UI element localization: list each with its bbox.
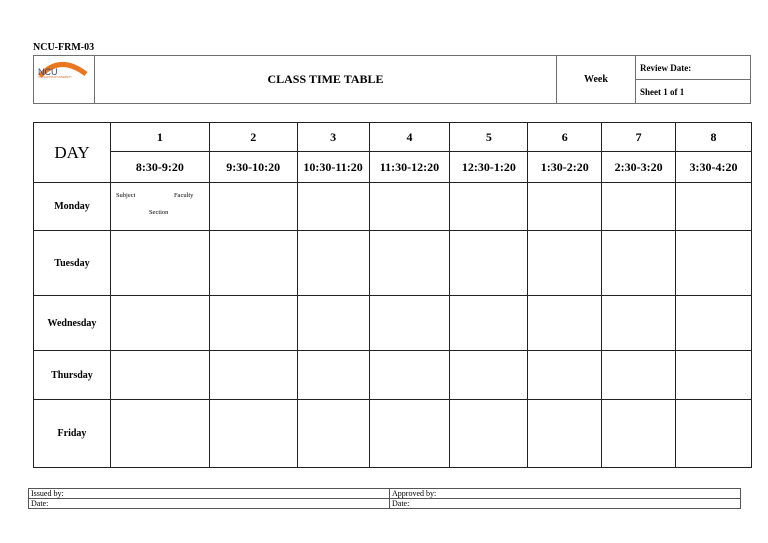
review-date-label: Review Date: — [636, 56, 751, 80]
timetable-cell[interactable] — [602, 351, 676, 400]
timetable-cell[interactable] — [297, 296, 369, 351]
day-label-monday: Monday — [34, 183, 111, 231]
timetable-cell[interactable] — [676, 231, 752, 296]
timetable-cell[interactable] — [369, 296, 450, 351]
timetable-cell[interactable] — [110, 296, 209, 351]
cell-hint-faculty: Faculty — [173, 192, 194, 199]
day-header: DAY — [34, 123, 111, 183]
timetable-cell[interactable] — [602, 231, 676, 296]
timetable-cell[interactable] — [528, 231, 602, 296]
timetable-cell[interactable] — [209, 231, 297, 296]
timetable-cell[interactable] — [297, 351, 369, 400]
period-time: 8:30-9:20 — [110, 152, 209, 183]
cell-hint-subject: Subject — [115, 192, 136, 199]
period-number: 3 — [297, 123, 369, 152]
date-label-right: Date: — [390, 499, 741, 509]
ncu-logo — [36, 58, 88, 80]
timetable-cell[interactable] — [602, 296, 676, 351]
period-number: 8 — [676, 123, 752, 152]
timetable-cell[interactable] — [676, 400, 752, 468]
logo-subtext: THE NORTHCAP UNIVERSITY — [38, 76, 72, 79]
timetable-cell[interactable] — [297, 183, 369, 231]
sheet-label: Sheet 1 of 1 — [636, 80, 751, 104]
timetable-cell[interactable] — [528, 351, 602, 400]
period-number: 1 — [110, 123, 209, 152]
period-number: 6 — [528, 123, 602, 152]
period-time: 9:30-10:20 — [209, 152, 297, 183]
timetable-cell[interactable] — [209, 351, 297, 400]
timetable-cell[interactable] — [450, 231, 528, 296]
period-number: 2 — [209, 123, 297, 152]
period-number: 7 — [602, 123, 676, 152]
week-label: Week — [557, 56, 636, 104]
period-time: 3:30-4:20 — [676, 152, 752, 183]
timetable-cell[interactable] — [369, 400, 450, 468]
timetable-cell[interactable] — [369, 183, 450, 231]
timetable-cell[interactable] — [602, 400, 676, 468]
timetable-cell[interactable] — [528, 400, 602, 468]
period-time: 2:30-3:20 — [602, 152, 676, 183]
timetable-cell[interactable] — [528, 183, 602, 231]
header-table — [33, 55, 751, 104]
approved-by-label: Approved by: — [390, 489, 741, 499]
period-time: 12:30-1:20 — [450, 152, 528, 183]
day-label-friday: Friday — [34, 400, 111, 468]
period-time: 11:30-12:20 — [369, 152, 450, 183]
timetable-grid — [33, 122, 752, 468]
footer-table — [28, 488, 741, 509]
logo-text: NCU — [38, 67, 58, 77]
timetable-cell[interactable] — [297, 400, 369, 468]
period-number: 5 — [450, 123, 528, 152]
date-label-left: Date: — [29, 499, 390, 509]
issued-by-label: Issued by: — [29, 489, 390, 499]
period-time: 1:30-2:20 — [528, 152, 602, 183]
timetable-cell[interactable] — [602, 183, 676, 231]
timetable-cell[interactable] — [110, 351, 209, 400]
timetable-cell[interactable] — [450, 183, 528, 231]
timetable-cell[interactable] — [369, 231, 450, 296]
timetable-cell[interactable] — [528, 296, 602, 351]
day-label-tuesday: Tuesday — [34, 231, 111, 296]
timetable-cell[interactable] — [110, 400, 209, 468]
timetable-cell[interactable] — [676, 183, 752, 231]
timetable-cell[interactable] — [209, 400, 297, 468]
timetable-cell[interactable] — [450, 400, 528, 468]
timetable-cell[interactable] — [369, 351, 450, 400]
timetable-cell[interactable] — [209, 183, 297, 231]
timetable-cell[interactable] — [676, 296, 752, 351]
page-title: CLASS TIME TABLE — [95, 56, 557, 104]
timetable-cell[interactable] — [110, 183, 209, 231]
timetable-cell[interactable] — [209, 296, 297, 351]
cell-hint-section: Section — [148, 209, 169, 216]
period-number: 4 — [369, 123, 450, 152]
day-label-wednesday: Wednesday — [34, 296, 111, 351]
period-time: 10:30-11:20 — [297, 152, 369, 183]
logo-cell — [34, 56, 95, 104]
form-code: NCU-FRM-03 — [33, 42, 95, 53]
timetable-cell[interactable] — [450, 351, 528, 400]
timetable-cell[interactable] — [110, 231, 209, 296]
timetable-cell[interactable] — [450, 296, 528, 351]
day-label-thursday: Thursday — [34, 351, 111, 400]
timetable-cell[interactable] — [676, 351, 752, 400]
timetable-cell[interactable] — [297, 231, 369, 296]
